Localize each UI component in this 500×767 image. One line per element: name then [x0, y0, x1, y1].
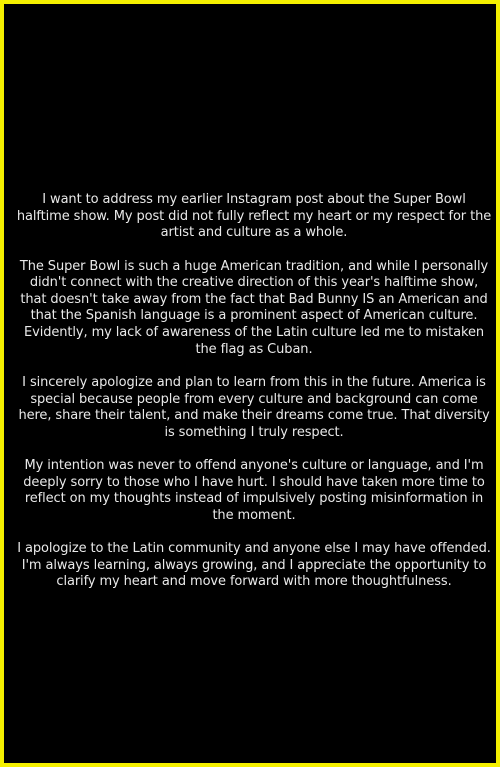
statement-paragraph-1: I want to address my earlier Instagram post about the Super Bowl halftime show. My post did not fully reflect my heart or my respect for the artist and culture as a whole. — [16, 192, 492, 241]
statement-paragraph-4: My intention was never to offend anyone's culture or language, and I'm deeply sorry to those who I have hurt. I should have taken more time to reflect on my thoughts instead of impulsively posting misinformation in the moment. — [23, 458, 485, 523]
statement-paragraph-3: I sincerely apologize and plan to learn from this in the future. America is special because people from every culture and background can come here, share their talent, and make their dreams come true. That diversity is something I truly respect. — [18, 374, 490, 440]
statement-paragraph-2: The Super Bowl is such a huge American tradition, and while I personally didn't connect with the creative direction of this year's halftime show, that doesn't take away from the fact that Bad Bunny IS an American and that the Spanish language is a prominent aspect of American culture. Evidently, my lack of awareness of the Latin culture led me to mistaken the flag as Cuban. — [19, 258, 489, 357]
apology-statement — [16, 192, 492, 608]
statement-paragraph-5: I apologize to the Latin community and anyone else I may have offended. I'm always learning, always growing, and I appreciate the opportunity to clarify my heart and move forward with more thoughtfulness. — [17, 541, 491, 590]
